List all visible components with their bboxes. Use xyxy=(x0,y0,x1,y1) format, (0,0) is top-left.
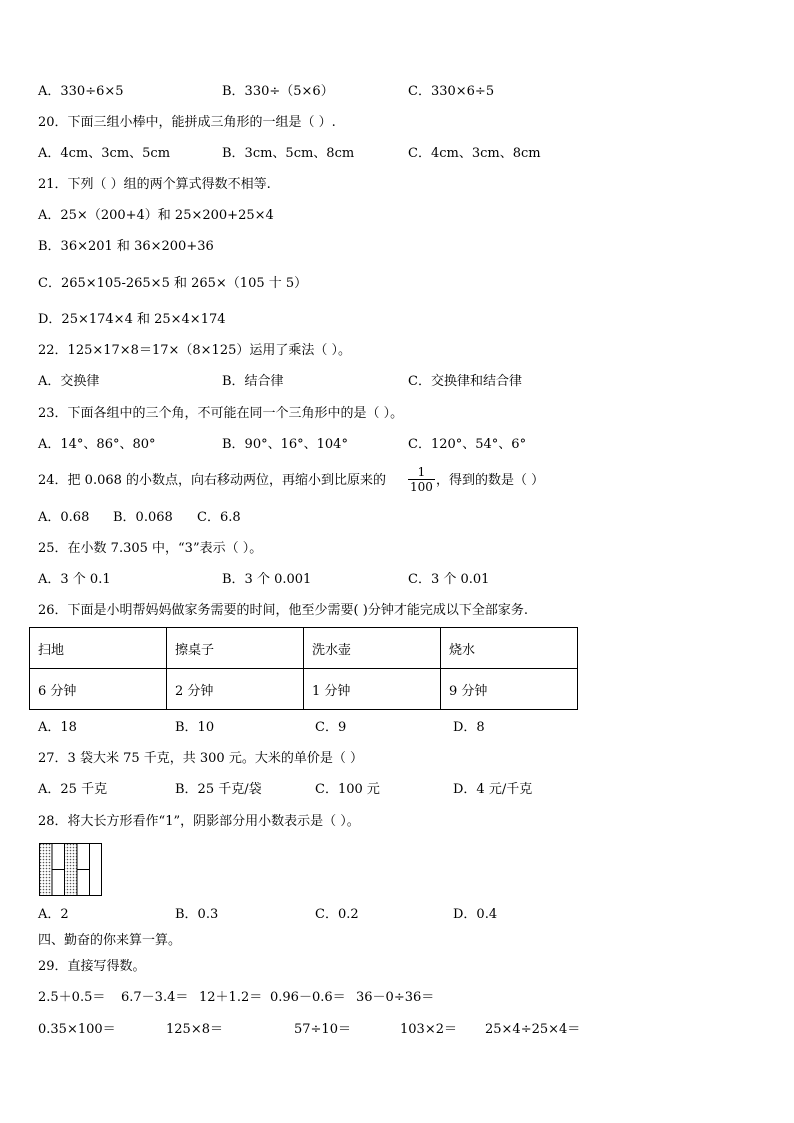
q29-item-3: 12＋1.2＝ xyxy=(199,990,263,1005)
q28-stem: 28．将大长方形看作“1”，阴影部分用小数表示是（ ）。 xyxy=(38,814,360,829)
q29-stem: 29．直接写得数。 xyxy=(38,959,146,974)
q20-option-b: B．3cm、5cm、8cm xyxy=(222,146,355,161)
q27-option-c: C．100 元 xyxy=(315,782,380,797)
q28-option-d: D．0.4 xyxy=(453,907,498,922)
q21-stem: 21．下列（ ）组的两个算式得数不相等. xyxy=(38,177,271,192)
time-wash-kettle: 1 分钟 xyxy=(304,669,441,710)
q23-option-b: B．90°、16°、104° xyxy=(222,437,348,452)
chores-table xyxy=(29,627,578,710)
q24-fraction-numerator: 1 xyxy=(408,465,435,480)
q24-stem-start: 24．把 0.068 的小数点，向右移动两位，再缩小到比原来的 xyxy=(38,473,387,488)
q25-option-c: C．3 个 0.01 xyxy=(408,572,490,587)
q29-item-9: 103×2＝ xyxy=(400,1022,457,1037)
shaded-rectangle-figure xyxy=(39,843,103,897)
q21-option-c: C．265×105-265×5 和 265×（105 十 5） xyxy=(38,276,308,291)
q24-fraction xyxy=(408,465,435,494)
q20-stem: 20．下面三组小棒中，能拼成三角形的一组是（ ）. xyxy=(38,115,336,130)
q22-option-b: B．结合律 xyxy=(222,374,284,389)
q22-option-c: C．交换律和结合律 xyxy=(408,374,522,389)
chore-wash-kettle: 洗水壶 xyxy=(304,628,441,669)
shade-strip-1 xyxy=(40,844,53,896)
q29-item-5: 36－0÷36＝ xyxy=(356,990,435,1005)
q23-option-c: C．120°、54°、6° xyxy=(408,437,527,452)
q26-stem: 26．下面是小明帮妈妈做家务需要的时间，他至少需要( )分钟才能完成以下全部家务. xyxy=(38,603,528,618)
q21-option-b: B．36×201 和 36×200+36 xyxy=(38,239,214,254)
chores-time-row xyxy=(30,669,578,710)
q26-option-d: D．8 xyxy=(453,720,485,735)
chore-sweep: 扫地 xyxy=(30,628,167,669)
q24-option-b: B．0.068 xyxy=(113,510,173,525)
q29-item-2: 6.7－3.4＝ xyxy=(121,990,189,1005)
q29-item-6: 0.35×100＝ xyxy=(38,1022,116,1037)
q26-option-b: B．10 xyxy=(175,720,215,735)
section-4-title: 四、勤奋的你来算一算。 xyxy=(38,933,182,948)
q28-option-b: B．0.3 xyxy=(175,907,219,922)
q26-option-a: A．18 xyxy=(38,720,77,735)
q28-option-c: C．0.2 xyxy=(315,907,359,922)
q27-option-d: D．4 元/千克 xyxy=(453,782,533,797)
shade-strip-2 xyxy=(65,844,78,896)
q29-item-7: 125×8＝ xyxy=(166,1022,223,1037)
q23-option-a: A．14°、86°、80° xyxy=(38,437,156,452)
q19-option-b: B．330÷（5×6） xyxy=(222,84,334,99)
q20-option-a: A．4cm、3cm、5cm xyxy=(38,146,171,161)
chore-wipe-table: 擦桌子 xyxy=(167,628,304,669)
q23-stem: 23．下面各组中的三个角，不可能在同一个三角形中的是（ ）。 xyxy=(38,406,404,421)
q19-option-a: A．330÷6×5 xyxy=(38,84,124,99)
q27-stem: 27．3 袋大米 75 千克，共 300 元。大米的单价是（ ） xyxy=(38,751,363,766)
q20-option-c: C．4cm、3cm、8cm xyxy=(408,146,541,161)
q21-option-a: A．25×（200+4）和 25×200+25×4 xyxy=(38,208,274,223)
q22-option-a: A．交换律 xyxy=(38,374,100,389)
q24-stem-end: ，得到的数是（ ） xyxy=(436,473,545,488)
time-boil-water: 9 分钟 xyxy=(441,669,578,710)
q21-option-d: D．25×174×4 和 25×4×174 xyxy=(38,312,226,327)
q26-option-c: C．9 xyxy=(315,720,347,735)
q24-option-c: C．6.8 xyxy=(197,510,241,525)
chore-boil-water: 烧水 xyxy=(441,628,578,669)
q25-option-a: A．3 个 0.1 xyxy=(38,572,111,587)
time-wipe-table: 2 分钟 xyxy=(167,669,304,710)
q29-item-1: 2.5＋0.5＝ xyxy=(38,990,106,1005)
q24-fraction-denominator: 100 xyxy=(410,480,433,494)
q24-option-a: A．0.68 xyxy=(38,510,90,525)
q29-item-8: 57÷10＝ xyxy=(294,1022,351,1037)
q19-option-c: C．330×6÷5 xyxy=(408,84,495,99)
q22-stem: 22．125×17×8＝17×（8×125）运用了乘法（ ）。 xyxy=(38,343,351,358)
q25-stem: 25．在小数 7.305 中，“3”表示（ ）。 xyxy=(38,541,263,556)
q27-option-b: B．25 千克/袋 xyxy=(175,782,262,797)
q25-option-b: B．3 个 0.001 xyxy=(222,572,312,587)
q29-item-10: 25×4÷25×4＝ xyxy=(485,1022,581,1037)
q27-option-a: A．25 千克 xyxy=(38,782,108,797)
q28-option-a: A．2 xyxy=(38,907,69,922)
chores-header-row xyxy=(30,628,578,669)
time-sweep: 6 分钟 xyxy=(30,669,167,710)
q29-item-4: 0.96－0.6＝ xyxy=(270,990,346,1005)
